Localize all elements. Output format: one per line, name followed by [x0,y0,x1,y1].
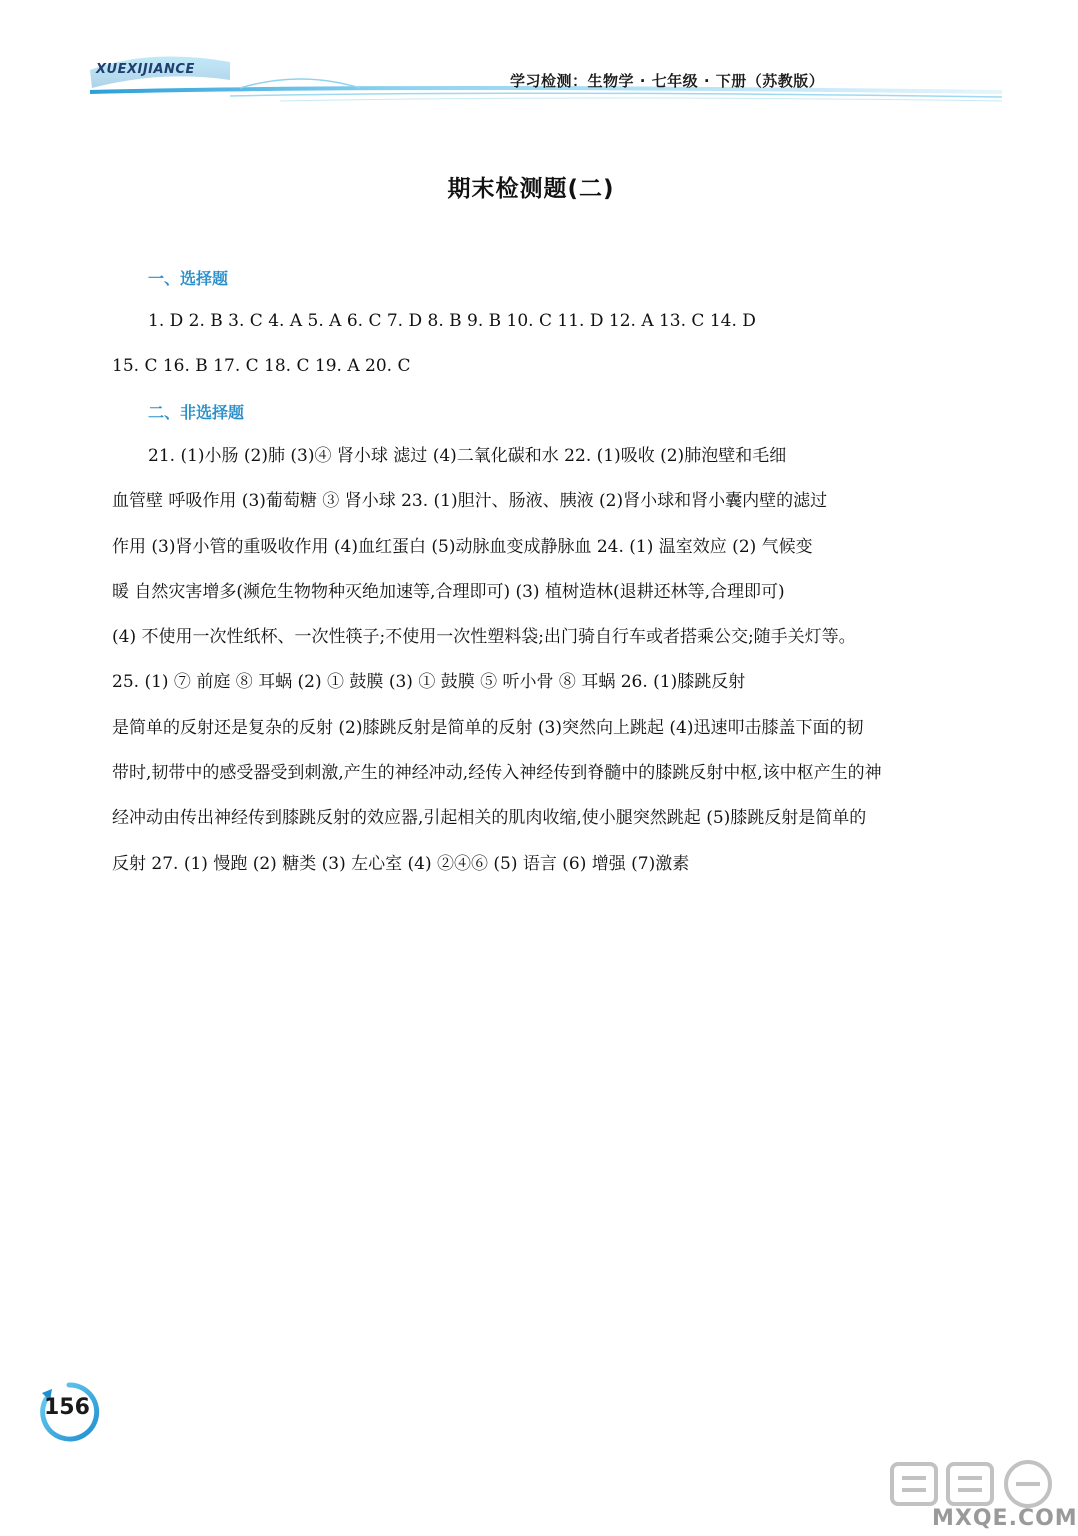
page-number: 156 [44,1395,90,1420]
watermark-url: MXQE.COM [932,1506,1078,1531]
answer-line: 是简单的反射还是复杂的反射 (2)膝跳反射是简单的反射 (3)突然向上跳起 (4)迅速叩击膝盖下面的韧 [112,717,864,738]
answer-line: 15. C 16. B 17. C 18. C 19. A 20. C [112,356,411,377]
answer-line: 25. (1) ⑦ 前庭 ⑧ 耳蜗 (2) ① 鼓膜 (3) ① 鼓膜 ⑤ 听小骨 ⑧ 耳蜗 26. (1)膝跳反射 [112,672,746,693]
page-header [0,0,1062,110]
answer-line: 血管壁 呼吸作用 (3)葡萄糖 ③ 肾小球 23. (1)胆汁、肠液、胰液 (2)肾小球和肾小囊内壁的滤过 [112,491,828,512]
answer-line: 反射 27. (1) 慢跑 (2) 糖类 (3) 左心室 (4) ②④⑥ (5) 语言 (6) 增强 (7)激素 [112,853,690,874]
answer-line: 带时,韧带中的感受器受到刺激,产生的神经冲动,经传入神经传到脊髓中的膝跳反射中枢,该中枢产生的神 [112,763,882,784]
choice-answers [112,299,1002,390]
answer-line: 经冲动由传出神经传到膝跳反射的效应器,引起相关的肌肉收缩,使小腿突然跳起 (5)膝跳反射是简单的 [112,808,867,829]
section-heading-choice: 一、选择题 [148,269,229,288]
nonchoice-answers [112,434,1002,887]
page-title: 期末检测题(二) [447,176,615,202]
answer-line: 暖 自然灾害增多(濒危生物物种灭绝加速等,合理即可) (3) 植树造林(退耕还林等,合理即可) [112,581,785,602]
book-title: 学习检测：生物学 · 七年级 · 下册（苏教版） [510,72,825,90]
answer-line: 21. (1)小肠 (2)肺 (3)④ 肾小球 滤过 (4)二氧化碳和水 22. (1)吸收 (2)肺泡壁和毛细 [148,446,787,466]
header-decoration [0,0,1062,110]
section-heading-nonchoice: 二、非选择题 [148,403,245,422]
watermark-icon [890,1460,1060,1508]
answer-line: (4) 不使用一次性纸杯、一次性筷子;不使用一次性塑料袋;出门骑自行车或者搭乘公交;随手关灯等。 [112,627,856,648]
answer-line: 1. D 2. B 3. C 4. A 5. A 6. C 7. D 8. B 9. B 10. C 11. D 12. A 13. C 14. D [148,311,756,331]
answer-line: 作用 (3)肾小管的重吸收作用 (4)血红蛋白 (5)动脉血变成静脉血 24. (1) 温室效应 (2) 气候变 [112,536,813,557]
series-logo: XUEXIJIANCE [96,62,195,77]
